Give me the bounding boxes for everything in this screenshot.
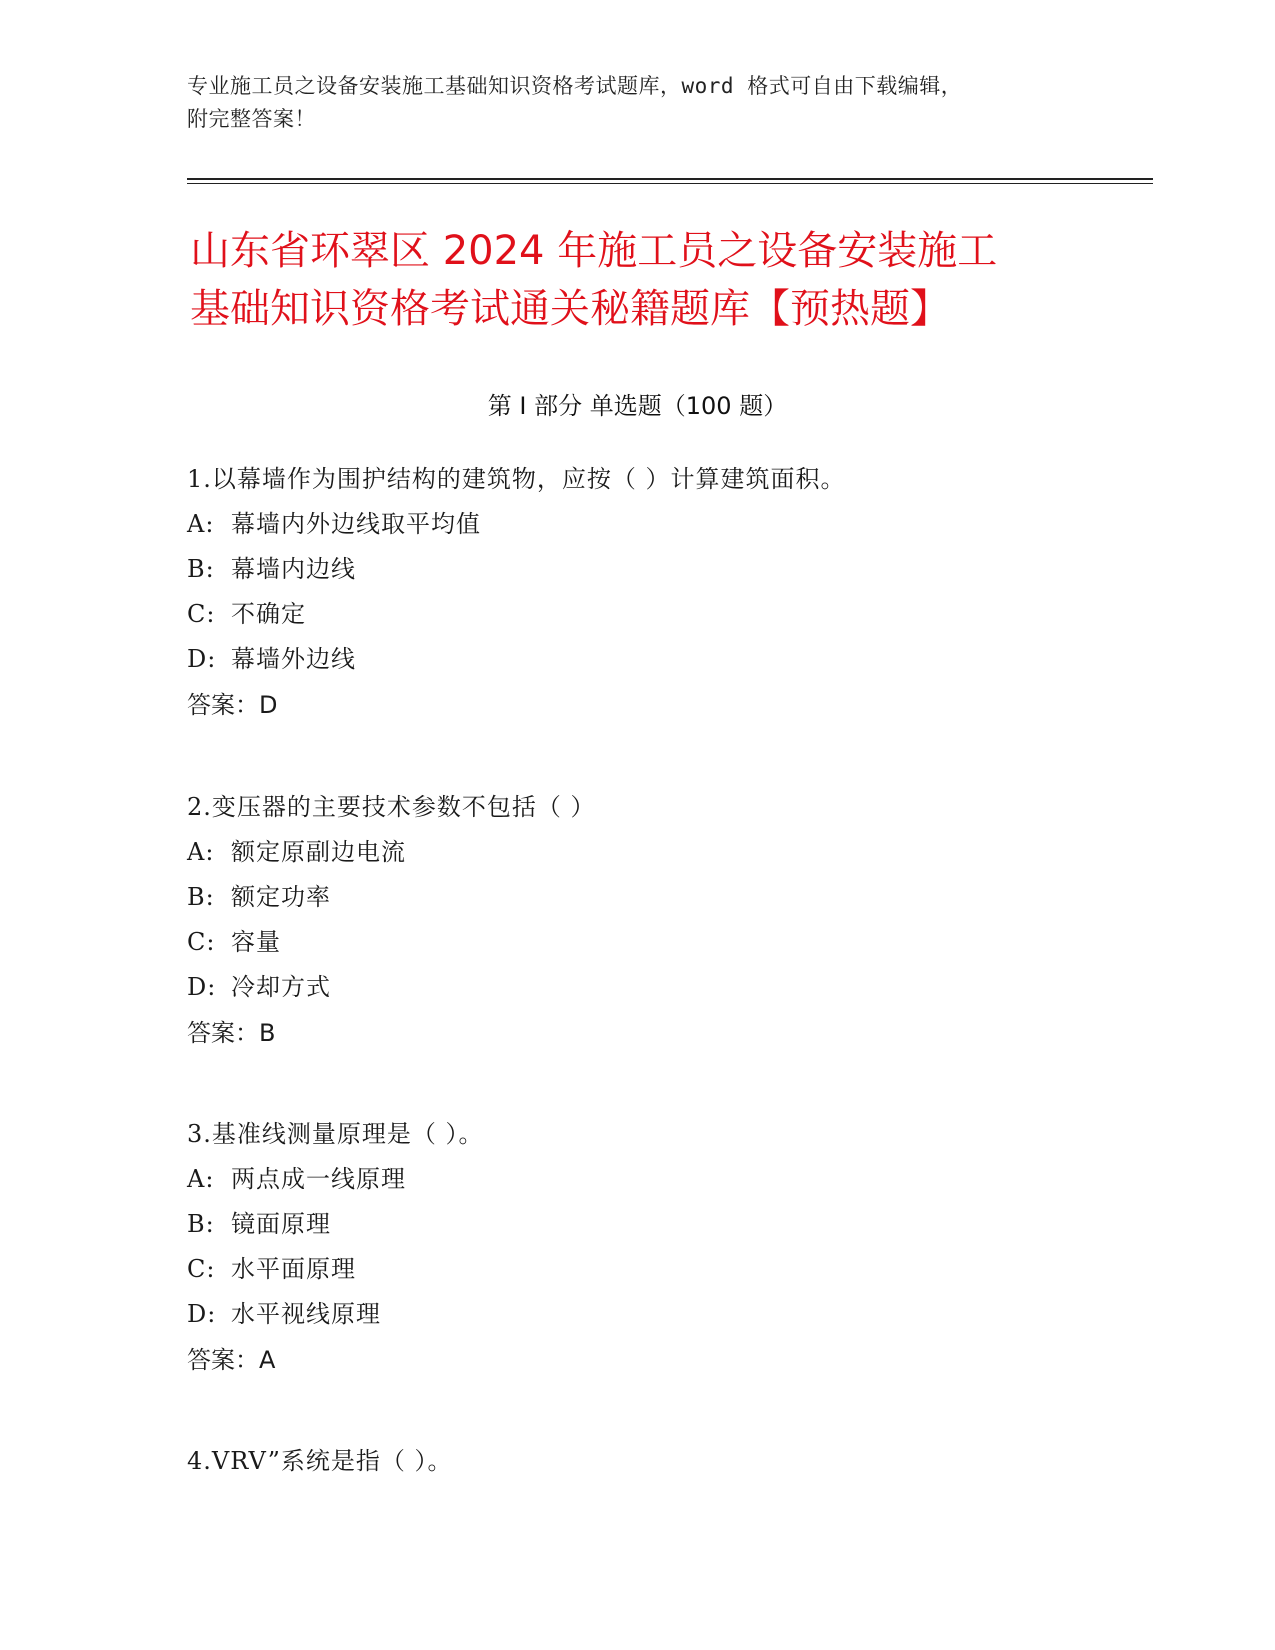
document-title-line-2: 基础知识资格考试通关秘籍题库【预热题】 [190,286,950,332]
option-text: 容量 [231,928,281,956]
option-text: 不确定 [231,600,306,628]
option-letter: B: [187,883,215,911]
document-title-line-1: 山东省环翠区 2024 年施工员之设备安装施工 [190,228,998,274]
question-answer: 答案：B [187,1019,276,1047]
question-stem: 4.VRV”系统是指（ ）。 [187,1447,453,1475]
header-note-line-1: 专业施工员之设备安装施工基础知识资格考试题库，word 格式可自由下载编辑， [187,74,963,98]
option-text: 两点成一线原理 [231,1165,406,1193]
option-text: 水平面原理 [231,1255,356,1283]
question-4 [187,1438,1147,1484]
question-option-b [187,875,1147,920]
question-stem: 3.基准线测量原理是（ ）。 [187,1120,484,1148]
question-answer: 答案：D [187,691,278,719]
option-letter: C: [187,1255,216,1283]
question-option-d [187,637,1147,682]
question-answer: 答案：A [187,1346,276,1374]
question-option-d [187,965,1147,1010]
option-letter: B: [187,1210,215,1238]
question-option-d [187,1292,1147,1337]
question-option-c [187,920,1147,965]
option-letter: A: [187,1165,215,1193]
option-letter: D: [187,1300,217,1328]
option-letter: B: [187,555,215,583]
option-letter: C: [187,600,216,628]
option-text: 幕墙内边线 [231,555,356,583]
question-3 [187,1111,1147,1383]
option-letter: A: [187,510,215,538]
question-stem: 2.变压器的主要技术参数不包括（ ） [187,793,596,821]
header-divider-thin [187,183,1153,184]
question-stem: 1.以幕墙作为围护结构的建筑物，应按（ ）计算建筑面积。 [187,465,846,493]
option-letter: A: [187,838,215,866]
question-option-a [187,502,1147,547]
option-letter: C: [187,928,216,956]
question-2 [187,784,1147,1056]
question-option-b [187,1202,1147,1247]
option-text: 冷却方式 [231,973,331,1001]
question-option-c [187,1247,1147,1292]
option-text: 幕墙内外边线取平均值 [231,510,481,538]
option-text: 幕墙外边线 [231,645,356,673]
header-divider-thick [187,178,1153,180]
question-option-a [187,830,1147,875]
question-1 [187,456,1147,728]
option-text: 水平视线原理 [231,1300,381,1328]
question-option-a [187,1157,1147,1202]
option-text: 镜面原理 [231,1210,331,1238]
document-title [190,222,1110,338]
option-text: 额定功率 [231,883,331,911]
question-option-b [187,547,1147,592]
question-option-c [187,592,1147,637]
document-header-note [187,70,1067,136]
option-text: 额定原副边电流 [231,838,406,866]
section-title: 第 I 部分 单选题（100 题） [487,392,788,420]
option-letter: D: [187,645,217,673]
header-note-line-2: 附完整答案！ [187,107,316,131]
option-letter: D: [187,973,217,1001]
